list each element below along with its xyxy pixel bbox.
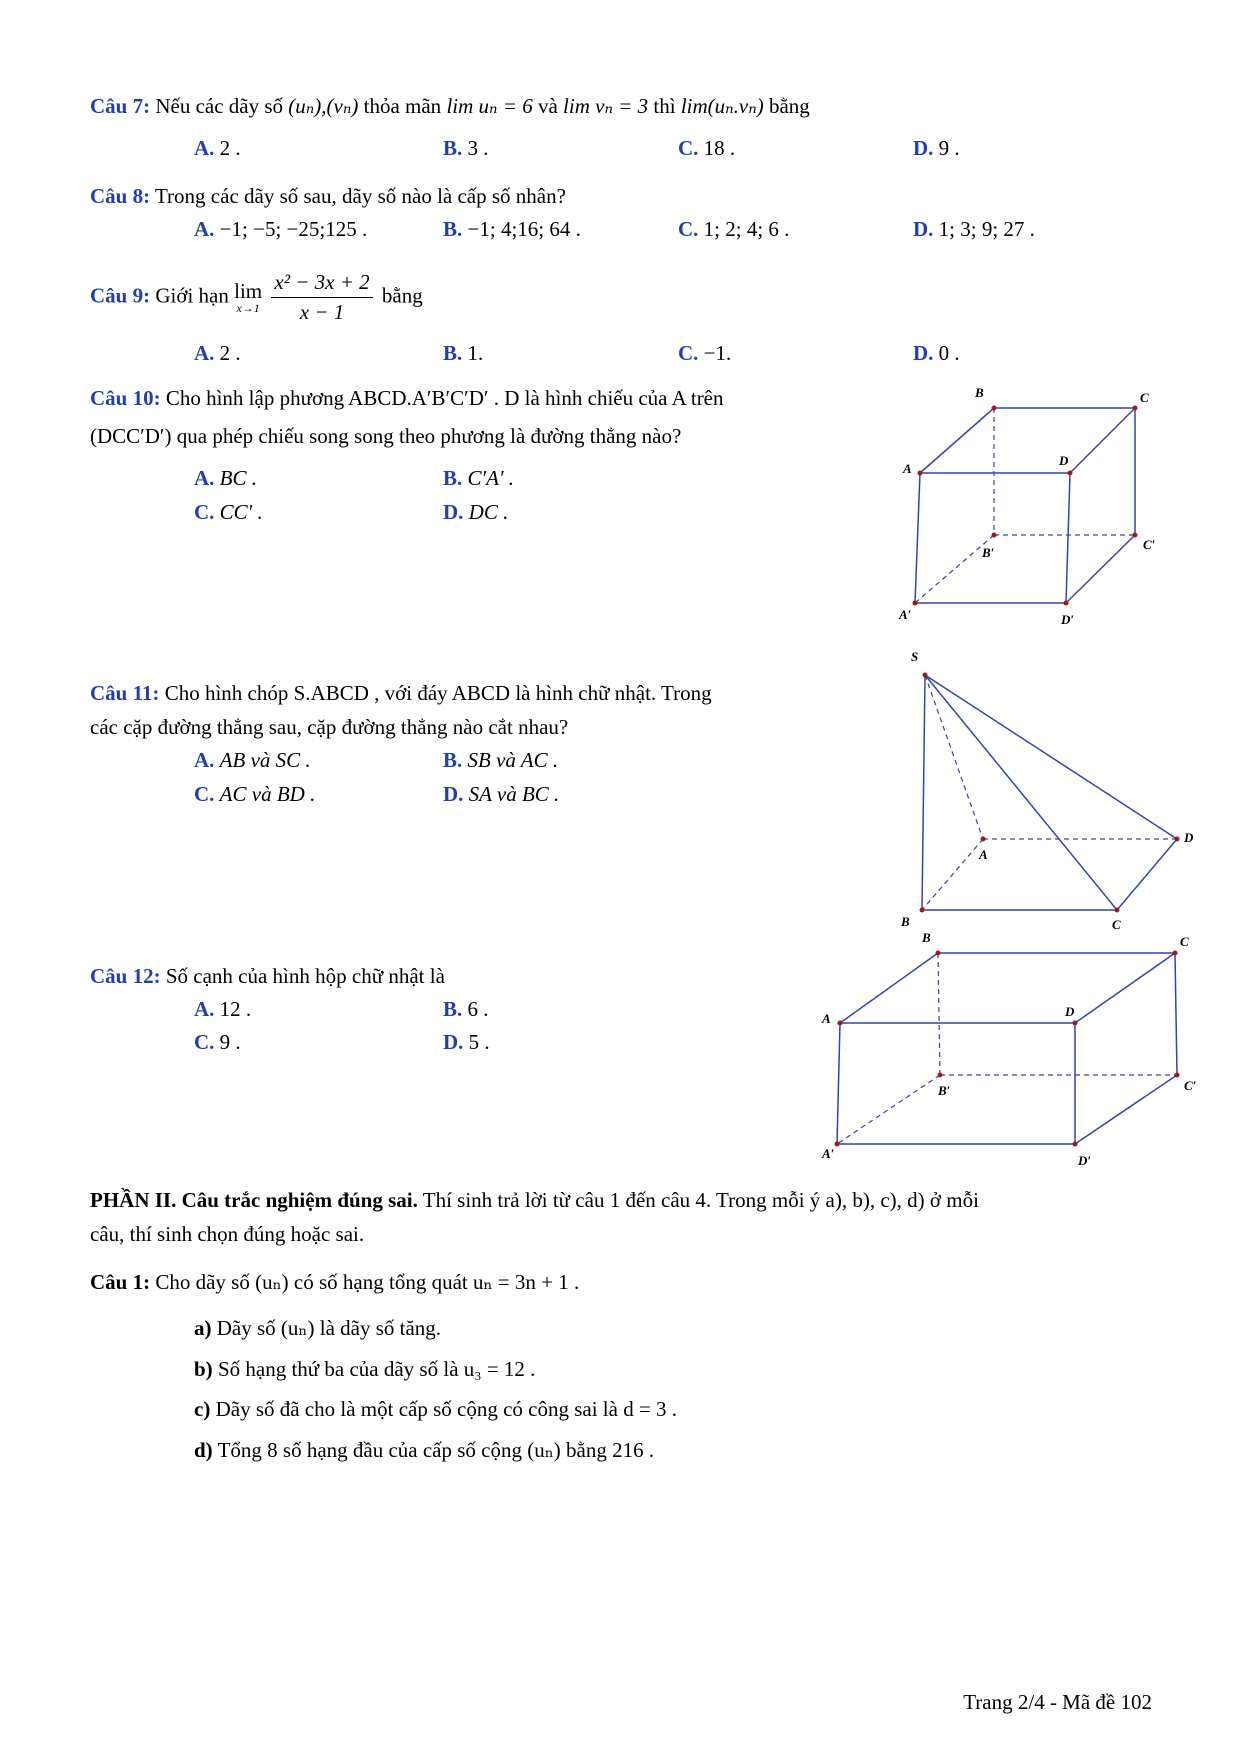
question-8-option-a[interactable]: A. −1; −5; −25;125 .	[194, 217, 368, 241]
question-11-option-c[interactable]: C. AC và BD .	[194, 782, 316, 806]
vertex-label-c1: C′	[1184, 1078, 1197, 1093]
vertex-label-c: C	[1112, 917, 1121, 932]
hidden-edge-b-b1	[938, 953, 940, 1075]
statement-d[interactable]: d) Tổng 8 số hạng đầu của cấp số cộng (uₙ) bằng 216 .	[194, 1438, 655, 1462]
edge-a-a1	[837, 1023, 840, 1144]
fraction-denominator: x − 1	[299, 300, 345, 324]
vertex-label-d: D	[1184, 830, 1194, 845]
question-11-option-d[interactable]: D. SA và BC .	[443, 782, 560, 806]
vertex-label-d1: D′	[1078, 1153, 1092, 1168]
vertex-label-b1: B′	[938, 1083, 951, 1098]
vertex-label-d1: D′	[1061, 612, 1075, 627]
question-11-option-b[interactable]: B. SB và AC .	[443, 748, 559, 772]
vertex-label-d: D	[1059, 453, 1069, 468]
question-7-option-d[interactable]: D. 9 .	[913, 136, 960, 160]
edge-s-d	[925, 675, 1177, 839]
vertex-label-c: C	[1180, 934, 1189, 949]
question-12-label: Câu 12:	[90, 964, 161, 988]
edge-a-b	[840, 953, 938, 1023]
vertex-label-a: A	[822, 1011, 831, 1026]
question-9-text: Giới hạn	[155, 283, 229, 308]
question-12-option-b[interactable]: B. 6 .	[443, 997, 489, 1021]
edge-c-d	[1070, 408, 1135, 473]
question-7-option-c[interactable]: C. 18 .	[678, 136, 736, 160]
vertex-label-a: A	[903, 461, 912, 476]
question-7-sequences: (uₙ),(vₙ)	[288, 94, 359, 118]
hidden-edge-b1-a1	[837, 1075, 940, 1144]
limit-fraction	[271, 270, 372, 325]
statement-a[interactable]: a) Dãy số (uₙ) là dãy số tăng.	[194, 1316, 442, 1340]
question-7-option-b[interactable]: B. 3 .	[443, 136, 489, 160]
question-8-stem	[90, 184, 566, 209]
hidden-edge-a-b	[922, 839, 983, 910]
question-12-option-c[interactable]: C. 9 .	[194, 1030, 241, 1054]
question-9-option-b[interactable]: B. 1.	[443, 341, 484, 365]
vertex-label-b: B	[901, 914, 910, 929]
box-figure	[810, 928, 1205, 1170]
question-7-label: Câu 7:	[90, 94, 151, 118]
question-12-text: Số cạnh của hình hộp chữ nhật là	[165, 964, 445, 988]
vertex-label-b: B	[975, 385, 984, 400]
question-9-option-a[interactable]: A. 2 .	[194, 341, 241, 365]
question-10-option-d[interactable]: D. DC .	[443, 500, 509, 524]
question-7-option-a[interactable]: A. 2 .	[194, 136, 241, 160]
question-10-label: Câu 10:	[90, 386, 161, 410]
question-10-line-1: Câu 10: Cho hình lập phương ABCD.A′B′C′D′ . D là hình chiếu của A trên	[90, 386, 724, 410]
vertex-label-a1: A′	[899, 607, 912, 622]
vertex-label-d: D	[1065, 1004, 1075, 1019]
question-8-text: Trong các dãy số sau, dãy số nào là cấp số nhân?	[154, 184, 566, 208]
question-11-option-a[interactable]: A. AB và SC .	[194, 748, 311, 772]
question-7-and: và	[537, 94, 558, 118]
edge-d1-c1	[1066, 535, 1135, 603]
question-7-condition-1: lim uₙ = 6	[446, 94, 533, 118]
vertex-label-b1: B′	[982, 545, 995, 560]
question-8-option-c[interactable]: C. 1; 2; 4; 6 .	[678, 217, 790, 241]
question-7-expression: lim(uₙ.vₙ)	[680, 94, 764, 118]
question-9-option-c[interactable]: C. −1.	[678, 341, 732, 365]
part-2-intro-line-1	[90, 1188, 979, 1213]
part-2-question-1-label: Câu 1:	[90, 1270, 151, 1294]
page-footer: Trang 2/4 - Mã đề 102	[963, 1690, 1152, 1714]
question-10-line-2: (DCC′D′) qua phép chiếu song song theo phương là đường thẳng nào?	[90, 424, 682, 448]
question-12-stem	[90, 964, 445, 989]
vertex-label-s: S	[911, 649, 919, 664]
question-11-label: Câu 11:	[90, 681, 160, 705]
edge-c-c1	[1175, 953, 1177, 1075]
question-8-option-d[interactable]: D. 1; 3; 9; 27 .	[913, 217, 1035, 241]
question-8-label: Câu 8:	[90, 184, 151, 208]
edge-c-d	[1117, 839, 1177, 910]
edge-d-d1	[1066, 473, 1070, 603]
question-10-option-c[interactable]: C. CC′ .	[194, 500, 263, 524]
part-2-intro-line-2: câu, thí sinh chọn đúng hoặc sai.	[90, 1222, 365, 1246]
part-2-question-1-text: Cho dãy số (uₙ) có số hạng tổng quát uₙ = 3n + 1 .	[155, 1270, 580, 1294]
fraction-numerator: x² − 3x + 2	[271, 270, 372, 298]
question-7-text-b: thỏa mãn	[363, 94, 442, 118]
statement-b[interactable]: b) Số hạng thứ ba của dãy số là u₃ = 12 .	[194, 1357, 536, 1381]
edge-a-a1	[915, 473, 920, 603]
question-12-option-d[interactable]: D. 5 .	[443, 1030, 490, 1054]
edge-c-d	[1075, 953, 1175, 1023]
hidden-edge-s-a	[925, 675, 983, 839]
statement-c[interactable]: c) Dãy số đã cho là một cấp số cộng có công sai là d = 3 .	[194, 1397, 678, 1421]
pyramid-figure	[895, 648, 1205, 938]
question-10-option-a[interactable]: A. BC .	[194, 466, 258, 490]
question-11-line-1: Câu 11: Cho hình chóp S.ABCD , với đáy ABCD là hình chữ nhật. Trong	[90, 681, 712, 705]
edge-d1-c1	[1075, 1075, 1177, 1144]
question-7-stem	[90, 94, 810, 119]
part-2-title: PHẦN II. Câu trắc nghiệm đúng sai.	[90, 1188, 418, 1212]
question-7-text-a: Nếu các dãy số	[155, 94, 284, 118]
limit-operator: lim x→1	[234, 279, 263, 315]
question-9-label: Câu 9:	[90, 283, 151, 308]
question-9-stem	[90, 270, 423, 325]
vertex-label-a1: A′	[822, 1146, 835, 1161]
vertex-label-a: A	[979, 847, 988, 862]
vertex-label-c1: C′	[1143, 537, 1156, 552]
cube-figure	[895, 385, 1195, 630]
vertex-label-b: B	[922, 930, 931, 945]
question-7-condition-2: lim vₙ = 3	[563, 94, 649, 118]
question-7-end: bằng	[768, 94, 810, 118]
question-11-line-2: các cặp đường thẳng sau, cặp đường thẳng nào cắt nhau?	[90, 715, 569, 739]
edge-s-c	[925, 675, 1117, 910]
question-8-option-b[interactable]: B. −1; 4;16; 64 .	[443, 217, 581, 241]
question-7-then: thì	[653, 94, 676, 118]
edge-s-b	[922, 675, 925, 910]
vertex-label-c: C	[1140, 390, 1149, 405]
edge-a-b	[920, 408, 994, 473]
question-12-option-a[interactable]: A. 12 .	[194, 997, 252, 1021]
question-9-end: bằng	[381, 283, 423, 308]
part-2-instructions: Thí sinh trả lời từ câu 1 đến câu 4. Trong mỗi ý a), b), c), d) ở mỗi	[417, 1188, 979, 1212]
question-10-option-b[interactable]: B. C′A′ .	[443, 466, 515, 490]
question-9-option-d[interactable]: D. 0 .	[913, 341, 960, 365]
part-2-question-1-stem	[90, 1270, 579, 1295]
